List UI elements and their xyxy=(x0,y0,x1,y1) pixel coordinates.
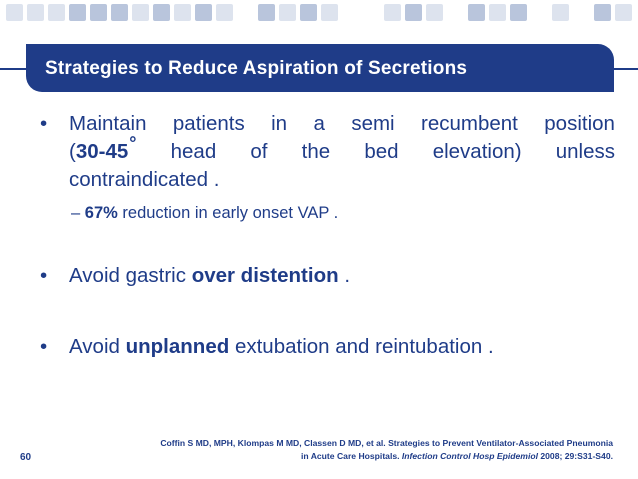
citation-line-1: Coffin S MD, MPH, Klompas M MD, Classen D MD, et al. Strategies to Prevent Ventilator-Associated Pneumonia xyxy=(160,438,613,448)
decor-square xyxy=(468,4,485,21)
word: semi xyxy=(351,112,395,135)
emphasis: over distention xyxy=(191,264,339,287)
word: bed xyxy=(364,140,399,163)
decor-square xyxy=(489,4,506,21)
decor-square xyxy=(216,4,233,21)
text-part: . xyxy=(338,264,351,287)
decor-square xyxy=(90,4,107,21)
text-part: extubation and reintubation . xyxy=(229,335,494,358)
decor-square xyxy=(195,4,212,21)
decor-square xyxy=(321,4,338,21)
percent-value: 67% xyxy=(84,204,118,222)
text-part: Avoid xyxy=(69,335,126,358)
word: in xyxy=(271,112,288,135)
word: contraindicated . xyxy=(69,168,220,191)
decor-square xyxy=(153,4,170,21)
decor-square xyxy=(594,4,611,21)
word: head xyxy=(170,140,217,163)
degree-symbol: ° xyxy=(129,133,137,153)
decor-square xyxy=(174,4,191,21)
title-bar xyxy=(26,44,614,92)
bullet-line-1 xyxy=(69,110,615,138)
paren: ( xyxy=(69,140,76,163)
title-rule-right xyxy=(614,68,638,70)
bullet-dot: • xyxy=(40,264,48,287)
decor-square xyxy=(258,4,275,21)
angle-value: 30-45 xyxy=(75,140,129,163)
bullet-line-3 xyxy=(69,166,615,194)
citation-text: in Acute Care Hospitals. xyxy=(300,451,402,461)
decor-square xyxy=(111,4,128,21)
word: of xyxy=(250,140,268,163)
decor-square xyxy=(384,4,401,21)
title-rule-left xyxy=(0,68,26,70)
decor-square xyxy=(510,4,527,21)
word: Maintain xyxy=(69,112,147,135)
sub-bullet-text: reduction in early onset VAP . xyxy=(117,204,339,222)
word: the xyxy=(301,140,331,163)
decor-square xyxy=(426,4,443,21)
decor-square xyxy=(48,4,65,21)
journal-name: Infection Control Hosp Epidemiol xyxy=(401,451,538,461)
decor-square xyxy=(300,4,317,21)
decor-square xyxy=(279,4,296,21)
decor-square xyxy=(405,4,422,21)
text-part: Avoid gastric xyxy=(69,264,192,287)
decor-square xyxy=(69,4,86,21)
decor-square xyxy=(615,4,632,21)
sub-bullet-vap-reduction xyxy=(71,202,338,224)
emphasis: unplanned xyxy=(125,335,230,358)
bullet-dot: • xyxy=(40,335,48,358)
citation-text: 2008; 29:S31-S40. xyxy=(537,451,613,461)
bullet-line-2 xyxy=(69,133,615,166)
bullet-text xyxy=(69,262,350,290)
decor-square xyxy=(132,4,149,21)
bullet-dot: • xyxy=(40,112,48,135)
word: patients xyxy=(172,112,245,135)
bullet-text xyxy=(69,333,494,361)
decor-square xyxy=(552,4,569,21)
word: elevation) xyxy=(432,140,522,163)
slide-title: Strategies to Reduce Aspiration of Secretions xyxy=(45,58,468,79)
decor-square xyxy=(27,4,44,21)
decor-square xyxy=(6,4,23,21)
angle-range xyxy=(69,133,137,166)
citation-line-2 xyxy=(93,450,613,463)
word: recumbent xyxy=(421,112,518,135)
decorative-squares xyxy=(0,0,638,30)
word: unless xyxy=(555,140,615,163)
word: position xyxy=(544,112,615,135)
word: a xyxy=(313,112,325,135)
citation xyxy=(93,437,613,463)
dash: – xyxy=(71,204,81,222)
page-number: 60 xyxy=(20,452,32,463)
